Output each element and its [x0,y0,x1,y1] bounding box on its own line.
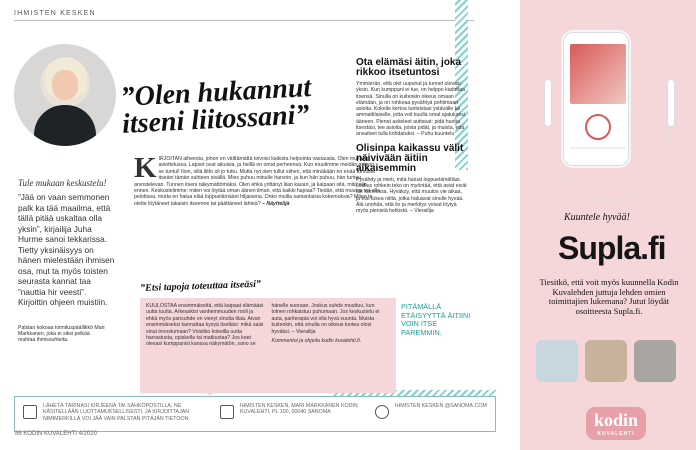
ad-brand: Supla.fi [558,230,666,266]
phone-illustration [561,30,631,168]
ad-thumb-2 [585,340,627,382]
page-header: IHMISTEN KESKEN [14,10,96,17]
author-caption: Palstan kokoaa toimituspäällikkö Mari Markkanen, joka ei siksi pelkää mahtaa ihmissuhteita. [18,325,105,344]
comment-text-2: Pysähdy ja mieti, mitä haluat loppuelämältäsi. Joskus rohkein teko on myöntää, että asiat eivät ole kunnossa. Hyväksy, että muutos vie aikaa, ja etsi tukea niiltä, jotka haluavat sinulle hyvää. Älä unohda, että ilo ja merkitys voivat löytyä myös pienistä hetkistä. – Vierailija [356,176,467,215]
comment-heading-2: Olisinpa kaikassu välit näivivään äitiin aikaisemmin [356,142,464,174]
speech-tail [200,388,220,396]
play-button [585,114,611,140]
sidebar-quote [18,178,118,308]
ad-thumb-1 [536,340,578,382]
response-heading: ”Etsi tapoja toteuttaa itseäsi” [140,278,262,294]
ad-kicker: Kuuntele hyvää! [564,212,630,223]
teal-pull-quote: PITÄMÄLLÄ ETÄISYYTTÄ ÄITIINI VOIN ITSE PAREMMIN. [401,302,471,337]
article-paragraph: IRJOITAN aiheesta, johon en välttämättä toivoisi kaikista helpointa vastausta. Olen mukana aviottelussa. Lapset ovat aikuisia, ja heillä on omat perheensä. Kun muutimme meidän avioon, se tuntui! Iloin, sillä liitto oli jo tuttu. Mutta nyt olen tullut siihen, että minäkään en enää tunnista itseäni tämän suhteen sisällä. Mies puhuu minulle harvoin, ja kun hän puhuu, hän tuntuu arvostelevan. Tunnen itseni näkymättömäksi. Olen ehkä yrittänyt liian kauan, ja kaipaan sitä, mitä olin ennen. Keskustelimme: miten voi löytää oman äänen ilman, että kaikki hajoaa? Tiedän, että muutos voi olla pelottava, mutta en halua elää loppuelämääni hiljaisena. Onko muilla samanlaisia kokemuksia? Miten te olette löytäneet takaisin itseenne tai päättäneet lähteä? [134,156,380,207]
right-page-ad [520,0,696,450]
at-icon [375,405,389,419]
logo-subtext: KUVALEHTI [597,431,635,437]
sidebar-label: Tule mukaan keskustelu! [18,178,107,188]
comment-heading-1: Ota elämäsi äitin, joka rikkoo itsetuntosi [356,57,462,78]
headline-quote: ”Olen hukannut itseni liitossani” [119,72,312,140]
article-signature: – Näyttelijä [262,200,290,207]
ad-promo-text: Tiesitkö, että voit myös kuunnella Kodin Kuvalehden juttuja lehden omien toimittajien lukemana? Jutut löydät osoitteesta Supla.fi. [539,277,679,316]
kodin-logo [586,407,646,440]
comments-column [356,58,467,214]
page-number: 86 KODIN KUVALEHTI 4/2020 [15,431,97,437]
response-footnote: Kommentoi ja ohjeita kodin kuvalehti.fi. [271,338,362,345]
portrait-face [52,70,78,100]
footer-email: IHMISTEN KESKEN @SANOMA.COM [395,403,487,409]
author-portrait [14,44,116,146]
dropcap: K [134,152,157,184]
mail-icon [23,405,37,419]
footer-submit-info: LÄHETÄ TARINASI KIRJEENÄ TAI SÄHKÖPOSTILLA. NE KÄSITELLÄÄN LUOTTAMUKSELLISESTI. JA KIRJOITTAJAN NIMIMERKILLÄ VOI JÄÄ VAIN PALSTAN PITÄJÄN TIETOON. [43,403,190,422]
header-rule [14,20,474,21]
footer-address: IHMISTEN KESKEN, MARI MARKKANEN KODIN KUVALEHTI, PL 100, 00040 SANOMA [240,403,358,416]
response-text: KUULOSTAA ensimmäiseltä, että kaipaat elämääsi uutta tuulta. Arkeaskisi vanhemmuuden rooli ja ehkä myös parisuhde on vienyt sinulta tilaa. Aivan ensimmäiseksi kannattaa kysyä itseltäsi: mikä saisi sinut innostumaan? Voisitko kokeilla uutta harrastusta, opiskella tai matkustaa? Jos koet olevasi kumppanisi kanssa näkymätön, sano se hänelle suoraan. Joskus suhde muuttuu, kun toinen rohkaistuu puhumaan. Jos keskustelu ei auta, pariterapia voi olla hyvä suunta. Muista kuitenkin, että sinulla on oikeus tuntea olosi hyväksi. – Vierailija [146,303,380,348]
progress-bar [570,147,626,149]
phone-screen [570,44,626,104]
contact-footer [14,396,496,432]
comment-text-1: Ymmärrän, että olet uupunut ja tunnet olevasi yksin. Kun kumppani ei tue, on helppo kadottaa itsensä. Sinulla on kuitenkin oikeus omaan elämään, ja on rohkeaa pysähtyä pohtimaan asioita. Kokeile kertoa tunteistasi ystävälle tai ammattilaiselle, jotta voit kuulla omat ajatuksesi ääneen. Pienet askeleet auttavat: pidä huolta itsestäsi, tee asioita, joista pidät, ja muista, että ansaitset tulla kohdatuksi. – Puhu kuuntelu [356,81,466,138]
ad-thumb-3 [634,340,676,382]
response-box [140,298,396,393]
sidebar-text: ”Jää on vaan semmonen palk ka tää maailma, että tällä pitää uskaltaa olla yksin”, kirjailija Juha Hurme sanoi tekkarissa. Tietty yksinäisyys on hänen mielestään ihmisen osa, mut ta myös toisten seurasta kannat taa ”nauttia hir veesti”. Kirjoittin ohjeen muistiin. [18,192,115,307]
portrait-body [34,105,96,146]
letter-icon [220,405,234,419]
article-body [134,152,381,207]
logo-text: kodin [594,410,639,430]
earbud-right [667,79,675,127]
